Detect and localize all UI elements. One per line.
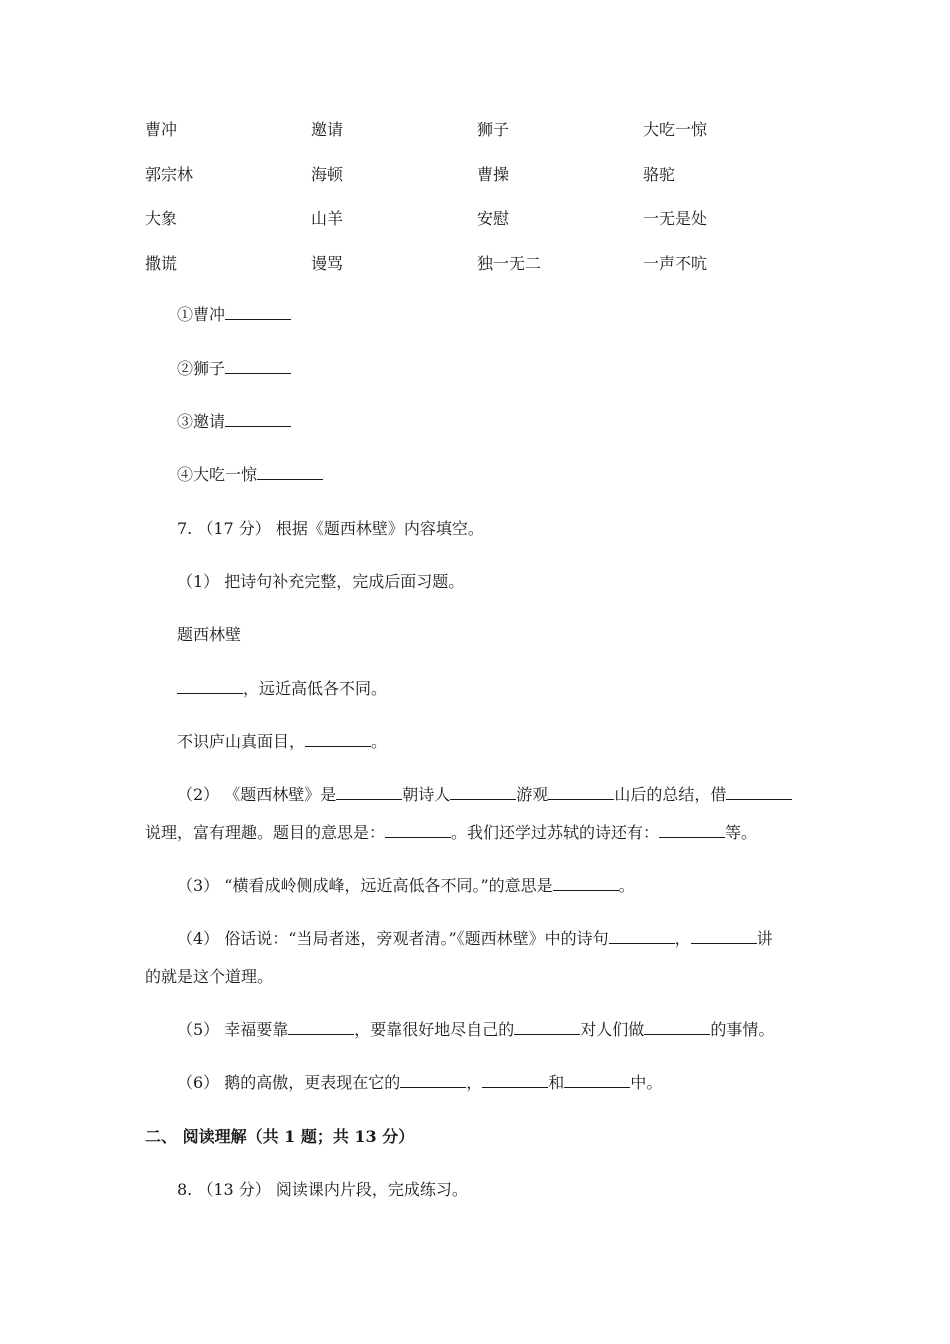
answer-blank[interactable] [609,927,675,944]
answer-blank[interactable] [659,821,725,838]
answer-blank[interactable] [514,1018,580,1035]
word-cell: 骆驼 [643,164,676,184]
section-2-heading: 二、 阅读理解（共 1 题；共 13 分） [145,1127,415,1146]
poem-title: 题西林壁 [177,625,242,644]
word-cell: 山羊 [311,209,344,229]
word-cell: 一无是处 [643,209,708,229]
word-cell: 曹冲 [145,120,178,139]
answer-blank[interactable] [548,783,614,800]
q7-part-3: （3） “横看成岭侧成峰，远近高低各不同。”的意思是 。 [177,876,635,895]
word-cell: 郭宗林 [145,164,194,184]
answer-blank[interactable] [385,821,451,838]
word-cell: 曹操 [477,164,510,184]
word-cell: 安慰 [477,209,510,229]
word-cell: 撒谎 [145,254,178,274]
word-cell: 谩骂 [311,254,344,274]
answer-blank[interactable] [225,303,291,320]
answer-blank[interactable] [288,1018,354,1035]
answer-blank[interactable] [644,1018,710,1035]
answer-blank[interactable] [305,730,371,747]
word-grid-row [145,162,825,207]
word-cell: 海顿 [311,164,344,184]
fill-item-1: ①曹冲 [177,302,291,325]
word-cell: 狮子 [477,120,510,139]
answer-blank[interactable] [400,1071,466,1088]
word-cell: 邀请 [311,120,344,139]
fill-item-2: ②狮子 [177,356,291,379]
q7-part-6: （6） 鹅的高傲，更表现在它的 ， 和 中。 [177,1073,663,1092]
answer-blank[interactable] [564,1071,630,1088]
q7-part-1: （1） 把诗句补充完整，完成后面习题。 [177,572,465,591]
fill-item-3: ③邀请 [177,409,291,432]
q7-part-4: （4） 俗话说：“当局者迷，旁观者清。”《题西林壁》中的诗句 ， 讲 [177,929,773,948]
q7-part-4-cont: 的就是这个道理。 [145,967,274,986]
word-grid-row [145,251,825,296]
q7-part-2-cont: 说理，富有理趣。题目的意思是： 。我们还学过苏轼的诗还有： 等。 [145,823,758,842]
word-grid [145,117,825,296]
answer-blank[interactable] [450,783,516,800]
question-7-header: 7. （17 分） 根据《题西林壁》内容填空。 [177,519,484,538]
word-cell: 大吃一惊 [643,120,708,139]
answer-blank[interactable] [257,463,323,480]
answer-blank[interactable] [726,783,792,800]
word-cell: 一声不吭 [643,254,708,274]
answer-blank[interactable] [553,874,619,891]
answer-blank[interactable] [482,1071,548,1088]
answer-blank[interactable] [336,783,402,800]
poem-line-1: ，远近高低各不同。 [177,676,387,699]
word-cell: 独一无二 [477,254,542,274]
answer-blank[interactable] [177,677,243,694]
answer-blank[interactable] [225,410,291,427]
question-8-header: 8. （13 分） 阅读课内片段，完成练习。 [177,1180,468,1199]
q7-part-5: （5） 幸福要靠 ，要靠很好地尽自己的 对人们做 的事情。 [177,1020,775,1039]
fill-item-4: ④大吃一惊 [177,462,323,485]
poem-line-2: 不识庐山真面目， 。 [177,732,388,751]
word-cell: 大象 [145,209,178,229]
word-grid-row [145,117,825,162]
answer-blank[interactable] [225,357,291,374]
q7-part-2: （2） 《题西林壁》是 朝诗人 游观 山后的总结，借 [177,782,792,805]
word-grid-row [145,206,825,251]
answer-blank[interactable] [691,927,757,944]
